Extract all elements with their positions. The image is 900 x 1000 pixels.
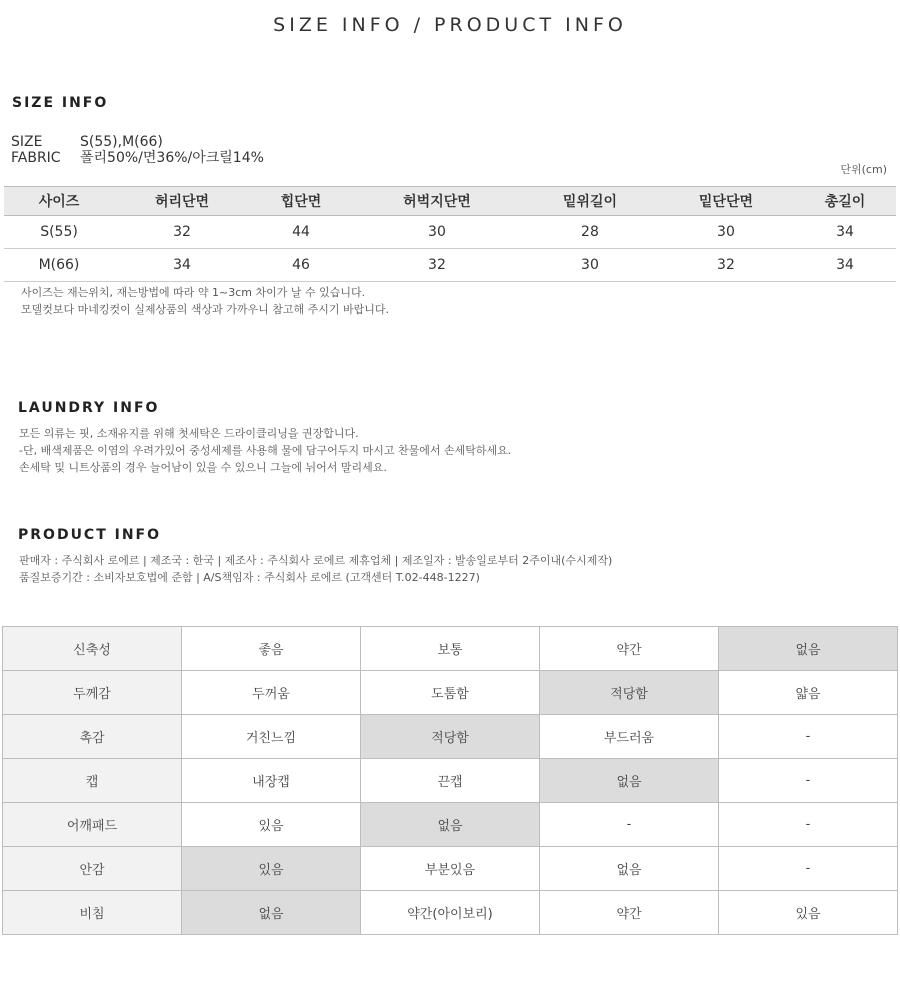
page-title: SIZE INFO / PRODUCT INFO [273,14,627,36]
attribute-row [3,803,898,847]
fabric-label: FABRIC [11,150,61,166]
table-row [4,249,896,282]
size-note-line: 사이즈는 재는위치, 재는방법에 따라 약 1~3cm 차이가 날 수 있습니다. [21,286,366,299]
table-cell: 46 [250,249,352,282]
attribute-option: 없음 [719,627,898,671]
attribute-option: 보통 [361,627,540,671]
fabric-row [11,150,264,166]
table-cell: 32 [658,249,794,282]
laundry-line: -단, 배색제품은 이염의 우려가있어 중성세제를 사용해 물에 담구어두지 마시고 찬물에서 손세탁하세요. [19,444,512,457]
size-table-header [4,187,896,216]
fabric-value: 폴리50%/면36%/아크릴14% [80,150,264,166]
size-label: SIZE [11,134,43,150]
size-info-heading: SIZE INFO [12,95,109,111]
size-table-header-cell: 밑단단면 [658,187,794,216]
table-cell: S(55) [4,216,114,249]
size-note-line: 모델컷보다 마네킹컷이 실제상품의 색상과 가까우니 참고해 주시기 바랍니다. [21,303,390,316]
product-line: 판매자 : 주식회사 로에르 | 제조국 : 한국 | 제조사 : 주식회사 로에르 제휴업체 | 제조일자 : 발송일로부터 2주이내(수시제작) [19,554,613,567]
attribute-option: 없음 [540,759,719,803]
attribute-option: 두꺼움 [182,671,361,715]
attribute-option: 없음 [540,847,719,891]
table-cell: 28 [522,216,658,249]
attribute-option: 내장캡 [182,759,361,803]
product-info-heading: PRODUCT INFO [18,527,162,543]
attribute-option: 도톰함 [361,671,540,715]
laundry-line: 모든 의류는 핏, 소재유지를 위해 첫세탁은 드라이클리닝을 권장합니다. [19,427,359,440]
attribute-option: 좋음 [182,627,361,671]
size-value: S(55),M(66) [80,134,163,150]
table-cell: 34 [114,249,250,282]
attribute-label: 촉감 [3,715,182,759]
size-table-header-cell: 총길이 [794,187,896,216]
table-cell: 30 [352,216,522,249]
attribute-option: - [540,803,719,847]
attribute-row [3,847,898,891]
attribute-table [2,626,898,935]
table-cell: 32 [114,216,250,249]
attribute-option: 없음 [182,891,361,935]
attribute-label: 두께감 [3,671,182,715]
attribute-option: 부드러움 [540,715,719,759]
attribute-option: 적당함 [361,715,540,759]
attribute-option: - [719,803,898,847]
attribute-option: - [719,715,898,759]
size-table-header-cell: 사이즈 [4,187,114,216]
attribute-option: 거친느낌 [182,715,361,759]
attribute-option: 약간(아이보리) [361,891,540,935]
attribute-option: 있음 [719,891,898,935]
attribute-option: - [719,759,898,803]
attribute-option: 적당함 [540,671,719,715]
unit-label: 단위(cm) [840,163,887,176]
attribute-label: 안감 [3,847,182,891]
size-table-header-cell: 허리단면 [114,187,250,216]
attribute-option: 얇음 [719,671,898,715]
table-cell: 34 [794,216,896,249]
laundry-info-heading: LAUNDRY INFO [18,400,160,416]
size-notes [21,284,389,318]
size-table [4,186,896,282]
attribute-option: 끈캡 [361,759,540,803]
product-line: 품질보증기간 : 소비자보호법에 준함 | A/S책임자 : 주식회사 로에르 (고객센터 T.02-448-1227) [19,571,480,584]
attribute-row [3,671,898,715]
table-row [4,216,896,249]
table-cell: M(66) [4,249,114,282]
attribute-option: 있음 [182,847,361,891]
table-cell: 30 [658,216,794,249]
attribute-row [3,627,898,671]
table-cell: 32 [352,249,522,282]
attribute-option: - [719,847,898,891]
size-row [11,134,163,150]
attribute-option: 부분있음 [361,847,540,891]
attribute-option: 없음 [361,803,540,847]
attribute-row [3,891,898,935]
attribute-option: 있음 [182,803,361,847]
table-cell: 30 [522,249,658,282]
attribute-label: 어깨패드 [3,803,182,847]
product-notes [19,552,612,586]
table-cell: 44 [250,216,352,249]
attribute-label: 캡 [3,759,182,803]
table-cell: 34 [794,249,896,282]
laundry-line: 손세탁 및 니트상품의 경우 늘어남이 있을 수 있으니 그늘에 뉘어서 말리세요. [19,461,387,474]
attribute-row [3,759,898,803]
size-table-header-cell: 밑위길이 [522,187,658,216]
attribute-label: 신축성 [3,627,182,671]
attribute-label: 비침 [3,891,182,935]
size-table-header-cell: 힙단면 [250,187,352,216]
attribute-row [3,715,898,759]
attribute-option: 약간 [540,627,719,671]
laundry-notes [19,425,511,476]
attribute-option: 약간 [540,891,719,935]
size-table-header-cell: 허벅지단면 [352,187,522,216]
